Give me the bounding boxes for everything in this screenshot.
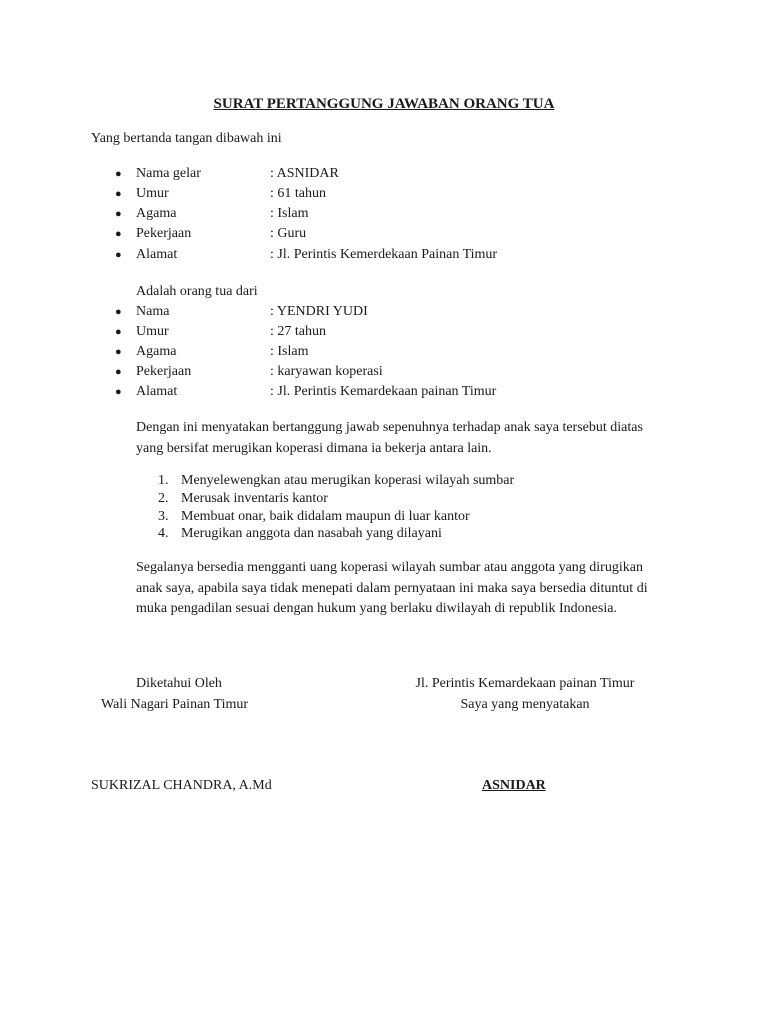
closing-paragraph: Segalanya bersedia mengganti uang koperasi wilayah sumbar atau anggota yang dirugikan anak saya, apabila saya tidak menepati dalam pernyataan ini maka saya bersedia dituntut di muka pengadilan sesuai dengan hukum yang berlaku diwilayah di republik Indonesia.	[136, 560, 648, 616]
field-label: Nama	[136, 304, 170, 319]
bullet-icon: ●	[115, 366, 122, 378]
page-title: SURAT PERTANGGUNG JAWABAN ORANG TUA	[213, 96, 555, 112]
field-value: : Jl. Perintis Kemerdekaan Painan Timur	[270, 247, 498, 262]
field-value: : Guru	[270, 226, 307, 241]
signature-left-line2: Wali Nagari Painan Timur	[101, 697, 249, 712]
list-number: 2.	[158, 491, 169, 506]
signature-right-line1: Jl. Perintis Kemardekaan painan Timur	[415, 676, 635, 691]
field-value: : YENDRI YUDI	[270, 304, 368, 319]
statement-paragraph: Dengan ini menyatakan bertanggung jawab sepenuhnya terhadap anak saya tersebut diatas yang bersifat merugikan koperasi dimana ia bekerja antara lain.	[136, 420, 643, 456]
field-label: Agama	[136, 344, 177, 359]
list-item: Merugikan anggota dan nasabah yang dilayani	[181, 526, 442, 541]
list-item: Merusak inventaris kantor	[181, 491, 328, 506]
bullet-icon: ●	[115, 326, 122, 338]
bullet-icon: ●	[115, 306, 122, 318]
list-number: 1.	[158, 473, 169, 488]
field-value: : 61 tahun	[270, 186, 326, 201]
signature-right-name: ASNIDAR	[482, 778, 546, 793]
intro-text: Yang bertanda tangan dibawah ini	[91, 131, 282, 146]
signature-right-line2: Saya yang menyatakan	[460, 697, 590, 712]
bullet-icon: ●	[115, 346, 122, 358]
field-value: : Jl. Perintis Kemardekaan painan Timur	[270, 384, 497, 399]
list-number: 3.	[158, 509, 169, 524]
field-value: : Islam	[270, 344, 309, 359]
field-label: Alamat	[136, 384, 178, 399]
field-label: Pekerjaan	[136, 364, 192, 379]
signature-left-name: SUKRIZAL CHANDRA, A.Md	[91, 778, 272, 793]
list-item: Menyelewengkan atau merugikan koperasi wilayah sumbar	[181, 473, 515, 488]
field-label: Pekerjaan	[136, 226, 192, 241]
bullet-icon: ●	[115, 249, 122, 261]
signature-left-line1: Diketahui Oleh	[136, 676, 222, 691]
field-value: : Islam	[270, 206, 309, 221]
field-value: : 27 tahun	[270, 324, 326, 339]
field-value: : ASNIDAR	[270, 166, 339, 181]
field-label: Agama	[136, 206, 177, 221]
field-label: Alamat	[136, 247, 178, 262]
field-label: Nama gelar	[136, 166, 201, 181]
bullet-icon: ●	[115, 208, 122, 220]
child-intro: Adalah orang tua dari	[136, 284, 258, 299]
field-value: : karyawan koperasi	[270, 364, 383, 379]
bullet-icon: ●	[115, 386, 122, 398]
bullet-icon: ●	[115, 168, 122, 180]
field-label: Umur	[136, 324, 169, 339]
bullet-icon: ●	[115, 228, 122, 240]
bullet-icon: ●	[115, 188, 122, 200]
field-label: Umur	[136, 186, 169, 201]
list-item: Membuat onar, baik didalam maupun di luar kantor	[181, 509, 470, 524]
list-number: 4.	[158, 526, 169, 541]
